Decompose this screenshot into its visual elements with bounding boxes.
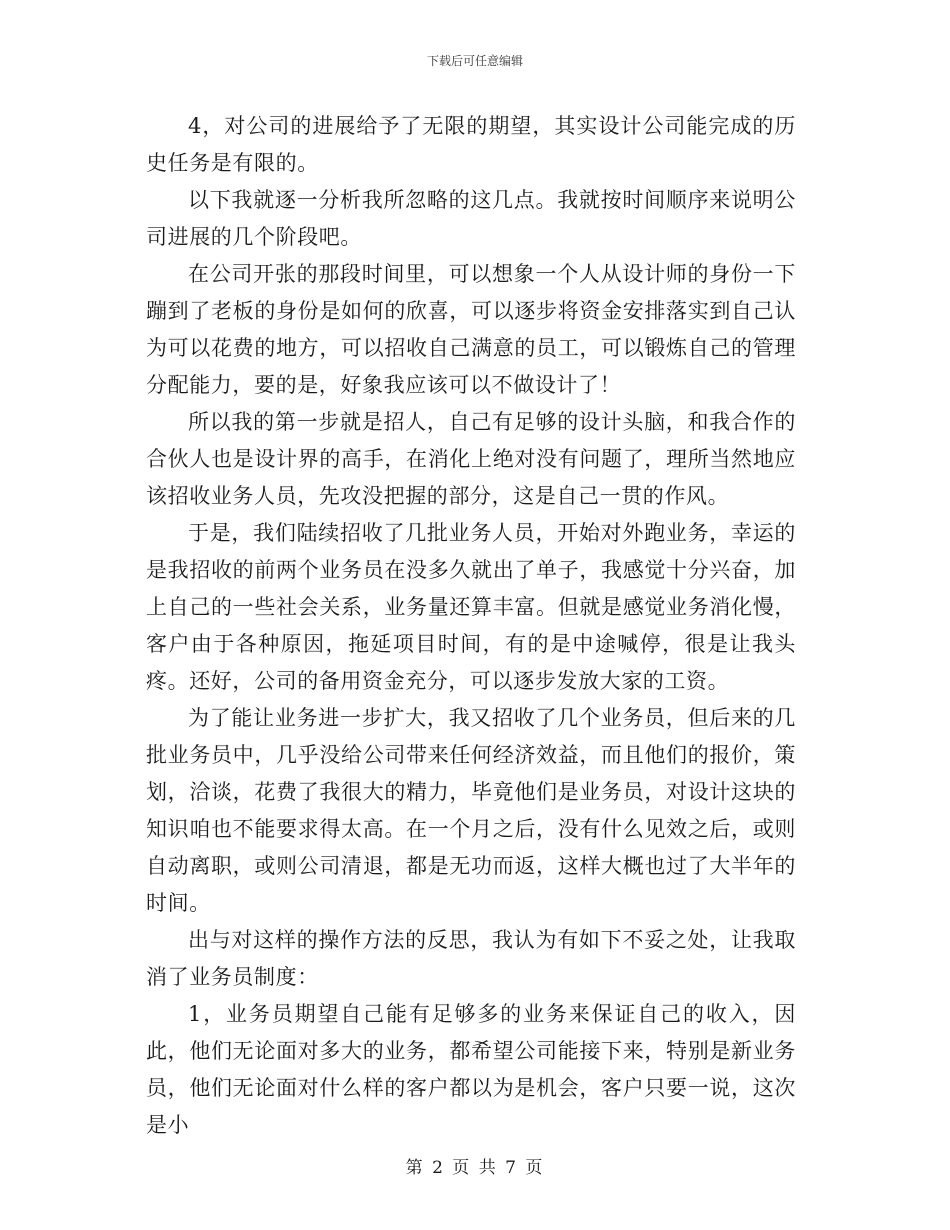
paragraph: 于是，我们陆续招收了几批业务人员，开始对外跑业务，幸运的是我招收的前两个业务员在没多久就出了单子，我感觉十分兴奋，加上自己的一些社会关系，业务量还算丰富。但就是感觉业务消化慢，客户由于各种原因，拖延项目时间，有的是中途喊停，很是让我头疼。还好，公司的备用资金充分，可以逐步发放大家的工资。 — [146, 521, 796, 693]
paragraph: 出与对这样的操作方法的反思，我认为有如下不妥之处，让我取消了业务员制度： — [146, 928, 796, 989]
paragraph: 4，对公司的进展给予了无限的期望，其实设计公司能完成的历史任务是有限的。 — [146, 114, 796, 175]
document-body — [146, 108, 796, 1144]
paragraph: 1，业务员期望自己能有足够多的业务来保证自己的收入，因此，他们无论面对多大的业务，都希望公司能接下来，特别是新业务员，他们无论面对什么样的客户都以为是机会，客户只要一说，这次是小 — [146, 1002, 796, 1137]
paragraph: 所以我的第一步就是招人，自己有足够的设计头脑，和我合作的合伙人也是设计界的高手，在消化上绝对没有问题了，理所当然地应该招收业务人员，先攻没把握的部分，这是自己一贯的作风。 — [146, 410, 796, 508]
page-header: 下载后可任意编辑 — [426, 54, 523, 68]
paragraph: 为了能让业务进一步扩大，我又招收了几个业务员，但后来的几批业务员中，几乎没给公司带来任何经济效益，而且他们的报价，策划，洽谈，花费了我很大的精力，毕竟他们是业务员，对设计这块的知识咱也不能要求得太高。在一个月之后，没有什么见效之后，或则自动离职，或则公司清退，都是无功而返，这样大概也过了大半年的时间。 — [146, 706, 796, 915]
paragraph: 以下我就逐一分析我所忽略的这几点。我就按时间顺序来说明公司进展的几个阶段吧。 — [146, 188, 796, 249]
paragraph: 在公司开张的那段时间里，可以想象一个人从设计师的身份一下蹦到了老板的身份是如何的欣喜，可以逐步将资金安排落实到自己认为可以花费的地方，可以招收自己满意的员工，可以锻炼自己的管理分配能力，要的是，好象我应该可以不做设计了！ — [146, 262, 796, 397]
page-number: 第 2 页 共 7 页 — [405, 1158, 545, 1178]
